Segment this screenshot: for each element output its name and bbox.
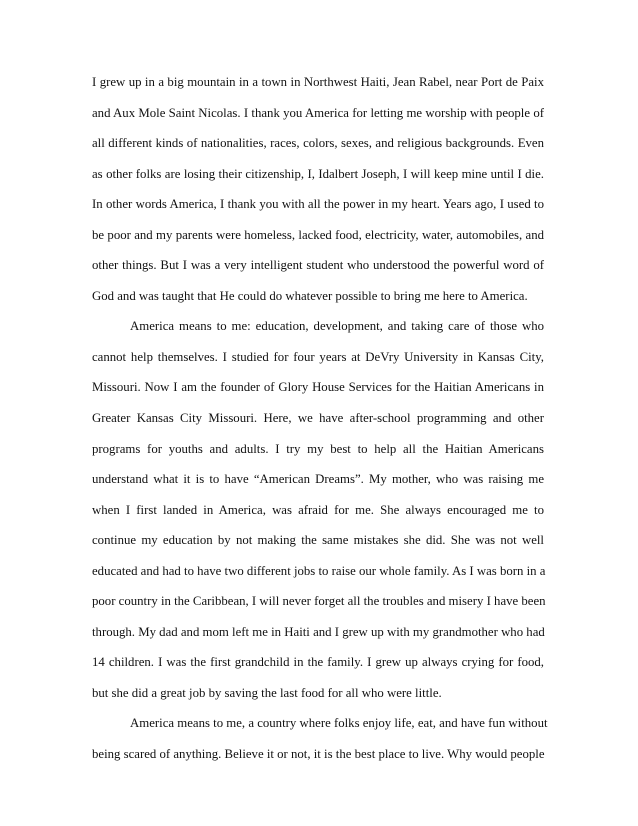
text-line: educated and had to have two different jobs to raise our whole family. As I was born in a xyxy=(92,563,546,578)
text-line: programs for youths and adults. I try my best to help all the Haitian Americans xyxy=(92,441,544,456)
text-line: other things. But I was a very intelligent student who understood the powerful word of xyxy=(92,258,544,273)
text-line: 14 children. I was the first grandchild in the family. I grew up always crying for food, xyxy=(92,655,544,670)
text-line: and Aux Mole Saint Nicolas. I thank you America for letting me worship with people of xyxy=(92,105,544,120)
text-line: God and was taught that He could do whatever possible to bring me here to America. xyxy=(92,288,528,303)
paragraph-first-line: America means to me: education, development, and taking care of those who xyxy=(130,319,544,334)
paragraph-first-line: America means to me, a country where folks enjoy life, eat, and have fun without xyxy=(130,716,548,731)
text-line: Missouri. Now I am the founder of Glory House Services for the Haitian Americans in xyxy=(92,380,544,395)
text-line: Greater Kansas City Missouri. Here, we have after-school programming and other xyxy=(92,411,544,426)
text-line: when I first landed in America, was afraid for me. She always encouraged me to xyxy=(92,502,544,517)
text-line: understand what it is to have “American Dreams”. My mother, who was raising me xyxy=(92,472,544,487)
text-line: In other words America, I thank you with all the power in my heart. Years ago, I used to xyxy=(92,197,544,212)
text-line: be poor and my parents were homeless, lacked food, electricity, water, automobiles, and xyxy=(92,227,544,242)
text-line: through. My dad and mom left me in Haiti and I grew up with my grandmother who had xyxy=(92,624,545,639)
text-line: but she did a great job by saving the last food for all who were little. xyxy=(92,685,442,700)
text-line: cannot help themselves. I studied for four years at DeVry University in Kansas City, xyxy=(92,349,544,364)
text-line: continue my education by not making the same mistakes she did. She was not well xyxy=(92,533,544,548)
text-line: as other folks are losing their citizenship, I, Idalbert Joseph, I will keep mine until I die. xyxy=(92,166,544,181)
text-line: being scared of anything. Believe it or not, it is the best place to live. Why would people xyxy=(92,747,545,762)
text-line: poor country in the Caribbean, I will never forget all the troubles and misery I have been xyxy=(92,594,546,609)
text-line: I grew up in a big mountain in a town in Northwest Haiti, Jean Rabel, near Port de Paix xyxy=(92,75,544,89)
text-line: all different kinds of nationalities, races, colors, sexes, and religious backgrounds. Even xyxy=(92,136,544,151)
body-text xyxy=(92,67,548,770)
